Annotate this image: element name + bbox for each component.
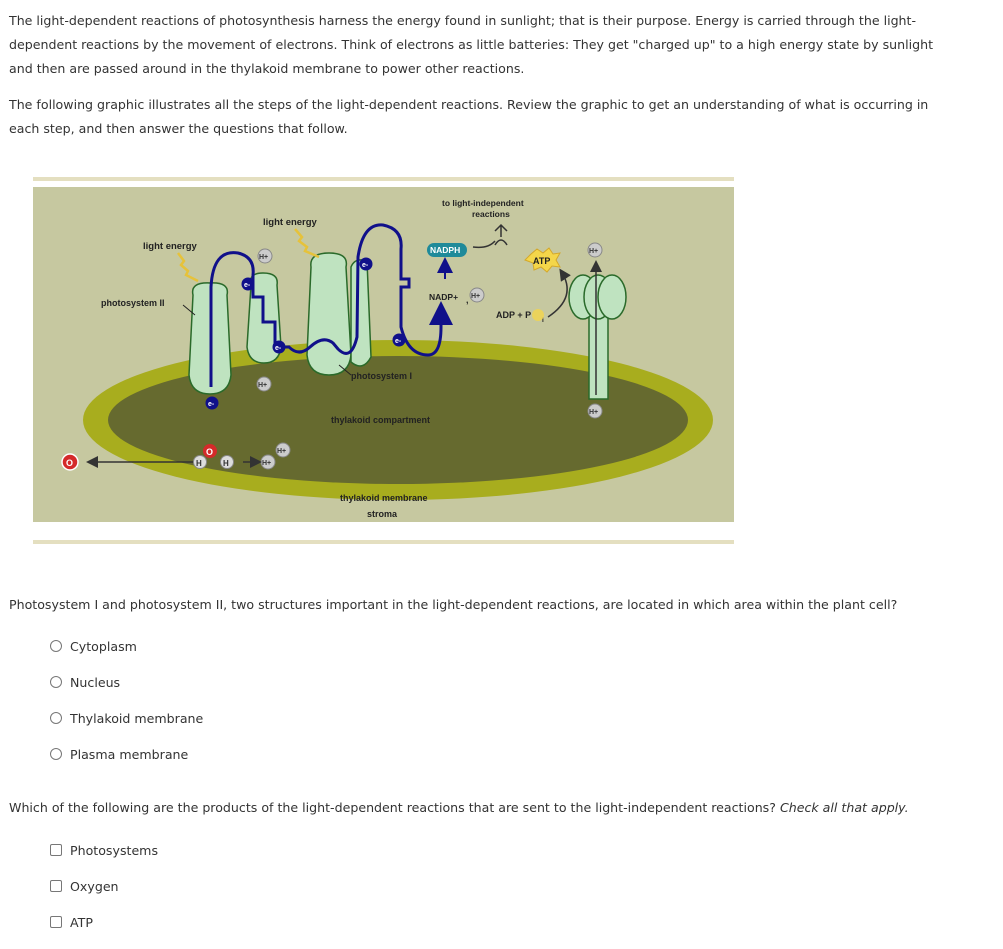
- oxygen-atom: O: [206, 447, 214, 457]
- option-label: Cytoplasm: [70, 638, 137, 654]
- option-plasma-membrane[interactable]: [50, 745, 188, 763]
- electron-mid: e-: [275, 345, 282, 352]
- intro-paragraph-1: The light-dependent reactions of photosynthesis harness the energy found in sunlight; that is their purpose. Energy is carried through the light-dependent reactions by the movement of electrons. Think of electrons as little batteries: They get "charged up" to a high energy state by sunlight and then are passed around in the thylakoid membrane to power other reactions.: [9, 13, 934, 76]
- proton-2: H+: [258, 382, 268, 389]
- question-2-body: Which of the following are the products of the light-dependent reactions that are sent to the light-independent reactions?: [9, 800, 776, 815]
- atp-label: ATP: [533, 256, 551, 266]
- electron-cyto: e-: [244, 282, 251, 289]
- photosystem-ii-label: photosystem II: [101, 298, 165, 308]
- adp-plus-pi-label: ADP + P: [496, 310, 532, 320]
- proton-atp-bottom: H+: [589, 409, 599, 416]
- nadph-label: NADPH: [430, 245, 461, 255]
- light-energy-label-1: light energy: [143, 241, 197, 252]
- question-2-text: [9, 798, 969, 818]
- option-oxygen[interactable]: [50, 877, 119, 895]
- radio-button[interactable]: [50, 676, 62, 688]
- option-label: Photosystems: [70, 842, 159, 858]
- stroma-label: stroma: [367, 509, 398, 519]
- intro-paragraph-2: The following graphic illustrates all the steps of the light-dependent reactions. Review the graphic to get an understanding of what is occurring in each step, and then answer the questions that follow.: [9, 97, 929, 136]
- option-label: Thylakoid membrane: [70, 710, 204, 726]
- diagram-top-rule: [33, 177, 734, 181]
- radio-button[interactable]: [50, 712, 62, 724]
- reactions-label: reactions: [472, 209, 510, 219]
- option-thylakoid-membrane[interactable]: [50, 709, 203, 727]
- electron-ps1: e-: [362, 262, 369, 269]
- question-1-text: Photosystem I and photosystem II, two structures important in the light-dependent reactions, are located in which area within the plant cell?: [9, 597, 898, 612]
- light-energy-label-2: light energy: [263, 217, 317, 228]
- electron-ps1-bottom: e-: [395, 338, 402, 345]
- option-photosystems[interactable]: [50, 841, 158, 859]
- hydrogen-atom-1: H: [196, 459, 202, 468]
- nadp-plus-label: NADP+: [429, 292, 459, 302]
- thylakoid-membrane-label: thylakoid membrane: [340, 493, 428, 503]
- proton-atp-top: H+: [589, 248, 599, 255]
- comma-label: ,: [466, 295, 469, 305]
- proton-3: H+: [277, 448, 287, 455]
- hydrogen-atom-2: H: [223, 459, 229, 468]
- checkbox[interactable]: [50, 916, 62, 928]
- to-light-independent-label: to light-independent: [442, 198, 524, 208]
- radio-button[interactable]: [50, 748, 62, 760]
- thylakoid-compartment-label: thylakoid compartment: [331, 415, 431, 425]
- atp-synthase-shape: [589, 311, 608, 399]
- option-label: Nucleus: [70, 674, 121, 690]
- option-label: Oxygen: [70, 878, 119, 894]
- option-atp[interactable]: [50, 913, 93, 931]
- photosystem-i-label: photosystem I: [351, 371, 413, 381]
- diagram-bottom-rule: [33, 540, 734, 544]
- electron-ps2: e-: [208, 401, 215, 408]
- option-nucleus[interactable]: [50, 673, 120, 691]
- proton-nadp: H+: [471, 293, 481, 300]
- proton-4: H+: [262, 460, 272, 467]
- diagram-svg: [33, 187, 734, 522]
- pi-subscript: i: [542, 317, 544, 324]
- option-label: Plasma membrane: [70, 746, 189, 762]
- question-2-hint: Check all that apply.: [779, 800, 909, 815]
- checkbox[interactable]: [50, 880, 62, 892]
- photosystem-i-shape: [307, 253, 351, 375]
- option-cytoplasm[interactable]: [50, 637, 137, 655]
- proton-1: H+: [259, 254, 269, 261]
- released-oxygen: O: [66, 458, 74, 468]
- light-dependent-reactions-diagram: [33, 187, 734, 522]
- light-energy-squiggle-1: [178, 253, 198, 281]
- light-energy-squiggle-2: [295, 229, 319, 257]
- option-label: ATP: [70, 914, 93, 930]
- checkbox[interactable]: [50, 844, 62, 856]
- radio-button[interactable]: [50, 640, 62, 652]
